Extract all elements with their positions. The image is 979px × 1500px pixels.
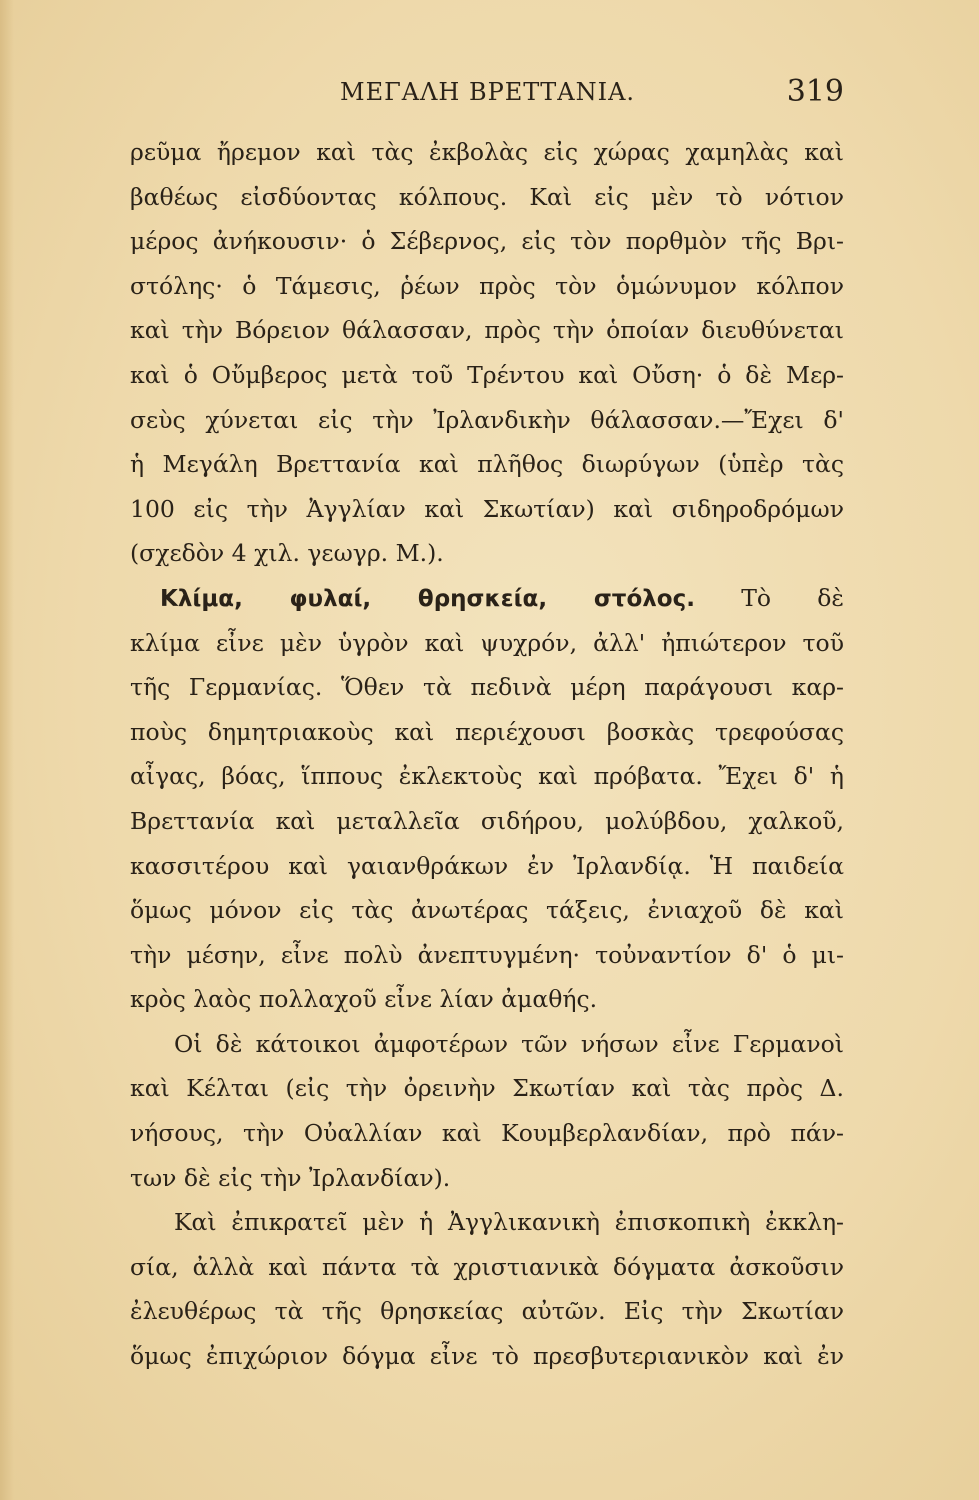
text-line: ρεῦμα ἤρεμον καὶ τὰς ἐκβολὰς εἰς χώρας χαμηλὰς καὶ <box>130 138 844 166</box>
text-line: ὅμως μόνον εἰς τὰς ἀνωτέρας τάξεις, ἐνιαχοῦ δὲ καὶ <box>130 896 844 925</box>
page-number: 319 <box>786 74 844 109</box>
body-text <box>130 130 844 1379</box>
text-line: μέρος ἀνήκουσιν· ὁ Σέβερνος, εἰς τὸν πορθμὸν τῆς Βρι- <box>130 227 844 256</box>
text-line: κασσιτέρου καὶ γαιανθράκων ἐν Ἰρλανδίᾳ. Ἡ παιδεία <box>130 851 844 880</box>
text-line: ποὺς δημητριακοὺς καὶ περιέχουσι βοσκὰς τρεφούσας <box>130 717 844 746</box>
text-line: καὶ ὁ Οὔμβερος μετὰ τοῦ Τρέντου καὶ Οὔση· ὁ δὲ Μερ- <box>130 360 844 389</box>
page-header <box>130 74 844 118</box>
text-line: Οἱ δὲ κάτοικοι ἀμφοτέρων τῶν νήσων εἶνε Γερμανοὶ <box>174 1029 844 1058</box>
text-line: Βρεττανία καὶ μεταλλεῖα σιδήρου, μολύβδου, χαλκοῦ, <box>130 806 844 835</box>
text-line: (σχεδὸν 4 χιλ. γεωγρ. Μ.). <box>130 539 444 568</box>
text-line: ἐλευθέρως τὰ τῆς θρησκείας αὐτῶν. Εἰς τὴν Σκωτίαν <box>130 1297 844 1326</box>
text-line: τὴν μέσην, εἶνε πολὺ ἀνεπτυγμένη· τοὐναντίον δ' ὁ μι- <box>130 940 844 969</box>
text-line: τῆς Γερμανίας. Ὅθεν τὰ πεδινὰ μέρη παράγουσι καρ- <box>130 673 844 702</box>
section-heading: Κλίμα, φυλαί, θρησκεία, στόλος. <box>160 585 695 612</box>
text-line: Καὶ ἐπικρατεῖ μὲν ἡ Ἀγγλικανικὴ ἐπισκοπικὴ ἐκκλη- <box>174 1208 844 1237</box>
text-line: των δὲ εἰς τὴν Ἰρλανδίαν). <box>130 1163 451 1192</box>
text-line: ἡ Μεγάλη Βρεττανία καὶ πλῆθος διωρύγων (ὑπὲρ τὰς <box>130 450 844 479</box>
text-line: 100 εἰς τὴν Ἀγγλίαν καὶ Σκωτίαν) καὶ σιδηροδρόμων <box>130 494 844 523</box>
text-line: ὅμως ἐπιχώριον δόγμα εἶνε τὸ πρεσβυτεριανικὸν καὶ ἐν <box>130 1342 844 1371</box>
text-line: νήσους, τὴν Οὐαλλίαν καὶ Κουμβερλανδίαν, πρὸ πάν- <box>130 1119 844 1148</box>
running-title: ΜΕΓΑΛΗ ΒΡΕΤΤΑΝΙΑ. <box>340 78 636 106</box>
text-line: κλίμα εἶνε μὲν ὑγρὸν καὶ ψυχρόν, ἀλλ' ἠπιώτερον τοῦ <box>130 628 844 657</box>
text-line: καὶ Κέλται (εἰς τὴν ὀρεινὴν Σκωτίαν καὶ τὰς πρὸς Δ. <box>130 1074 844 1103</box>
text-line: σεὺς χύνεται εἰς τὴν Ἰρλανδικὴν θάλασσαν.—Ἔχει δ' <box>130 405 844 434</box>
section-heading-tail: Τὸ δὲ <box>694 583 844 612</box>
text-line: σία, ἀλλὰ καὶ πάντα τὰ χριστιανικὰ δόγματα ἀσκοῦσιν <box>130 1252 844 1281</box>
section-heading-line <box>130 576 844 621</box>
text-line: καὶ τὴν Βόρειον θάλασσαν, πρὸς τὴν ὁποίαν διευθύνεται <box>130 316 844 345</box>
text-line: στόλης· ὁ Τάμεσις, ῥέων πρὸς τὸν ὁμώνυμον κόλπον <box>130 271 844 300</box>
page-edge-shadow <box>0 0 14 1500</box>
text-line: βαθέως εἰσδύοντας κόλπους. Καὶ εἰς μὲν τὸ νότιον <box>130 182 844 211</box>
text-line: κρὸς λαὸς πολλαχοῦ εἶνε λίαν ἀμαθής. <box>130 985 598 1014</box>
text-line: αἶγας, βόας, ἵππους ἐκλεκτοὺς καὶ πρόβατα. Ἔχει δ' ἡ <box>130 762 844 791</box>
